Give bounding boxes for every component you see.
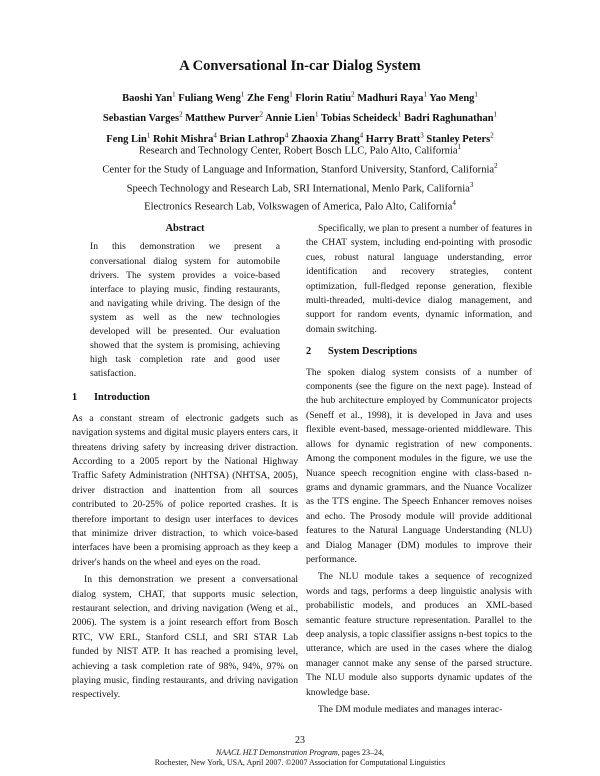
author-line xyxy=(40,107,560,128)
paragraph: Specifically, we plan to present a number of features in the CHAT system, including end-pointing with prosodic cues, robust natural language understanding, error identification and recovery strategies, content optimization, full-fledged reponse generation, flexible multi-threaded, multi-device dialog management, and support for random events, dynamic information, and domain switching. xyxy=(306,223,532,335)
section-title: System Descriptions xyxy=(328,346,417,358)
location: Rochester, New York, USA, April 2007. xyxy=(154,758,284,767)
location-line xyxy=(0,758,600,768)
paragraph: The DM module mediates and manages interac- xyxy=(318,704,503,715)
author-line xyxy=(40,86,560,107)
author: Rohit Mishra$^4$ xyxy=(152,131,217,145)
author: Zhe Feng$^1$ xyxy=(246,90,293,104)
author: Feng Lin$^1$ xyxy=(106,131,151,145)
author: Sebastian Varges$^2$ xyxy=(102,110,183,124)
affiliation: Speech Technology and Research Lab, SRI International, Menlo Park, California$^3$ xyxy=(126,180,474,195)
author: Harry Bratt$^3$ xyxy=(365,131,424,145)
venue-line xyxy=(0,748,600,758)
paragraph: In this demonstration we present a conversational dialog system, CHAT, that supports music selection, restaurant selection, and driving navigation (Weng et al., 2006). The system is a joint research effort from Bosch RTC, VW ERL, Stanford CSLI, and SRI STAR Lab funded by NIST ATP. It has reached a promising level, achieving a task completion rate of 98%, 94%, 97% on playing music, finding restaurants, and driving navigation respectively. xyxy=(72,574,298,701)
author: Fuliang Weng$^1$ xyxy=(178,90,245,104)
author: Tobias Scheideck$^1$ xyxy=(320,110,402,124)
abstract-text: In this demonstration we present a conversational dialog system for automobile drivers. The system provides a voice-based interface to playing music, finding restaurants, and navigating while driving. The design of the system as well as the new technologies developed will be presented. Our evaluation showed that the system is promising, achieving high task completion rate and good user satisfaction. xyxy=(90,241,280,380)
author-block xyxy=(40,86,560,148)
page-number: 23 xyxy=(295,735,305,746)
affiliations xyxy=(40,140,560,215)
author: Matthew Purver$^2$ xyxy=(185,110,264,124)
section-number: 1 xyxy=(72,392,78,404)
author: Baoshi Yan$^1$ xyxy=(122,90,176,104)
affiliation: Research and Technology Center, Robert Bosch LLC, Palo Alto, California$^1$ xyxy=(138,143,462,157)
author: Yao Meng$^1$ xyxy=(429,90,478,104)
venue: NAACL HLT Demonstration Program xyxy=(216,748,338,757)
copyright: ©2007 Association for Computational Linguistics xyxy=(285,758,446,767)
page-range: , pages 23–24, xyxy=(337,748,384,757)
author: Madhuri Raya$^1$ xyxy=(357,90,427,104)
affiliation: Center for the Study of Language and Information, Stanford University, Stanford, California$^2$ xyxy=(102,161,498,176)
affiliation: Electronics Research Lab, Volkswagen of America, Palo Alto, California$^4$ xyxy=(144,199,456,214)
section-heading-introduction xyxy=(72,391,298,405)
paragraph: As a constant stream of electronic gadgets such as navigation systems and digital music players enters cars, it threatens driving safety by increasing driver distraction. According to a 2005 report by the National Highway Traffic Safety Administration (NHTSA) (NHTSA, 2005), driver distraction and inattention from all sources contributed to 20-25% of police reported crashes. It is therefore important to design user interfaces to devices that minimize driver distraction, to which voice-based interfaces have been a promising approach as they keep a driver's hands on the wheel and eyes on the road. xyxy=(72,412,298,568)
left-column xyxy=(72,222,298,706)
right-column xyxy=(306,222,532,720)
paper-title: A Conversational In-car Dialog System xyxy=(179,58,421,74)
paragraph: The spoken dialog system consists of a number of components (see the figure on the next page). Instead of the hub architecture employed by Communicator projects (Seneff et al., 1998), it is developed in Java and uses flexible event-based, message-oriented middleware. This allows for dynamic registration of new components. Among the component modules in the figure, we use the Nuance speech recognition engine with class-based n-grams and dynamic grammars, and the Nuance Vocalizer as the TTS engine. The Speech Enhancer removes noises and echo. The Prosody module will provide additional features to the Natural Language Understanding (NLU) and Dialog Manager (DM) modules to improve their performance. xyxy=(306,366,532,565)
author: Brian Lathrop$^4$ xyxy=(219,131,289,145)
author: Badri Raghunathan$^1$ xyxy=(403,110,498,124)
section-number: 2 xyxy=(306,346,312,358)
author: Stanley Peters$^2$ xyxy=(426,131,494,145)
author: Zhaoxia Zhang$^4$ xyxy=(291,131,364,145)
section-title: Introduction xyxy=(94,392,150,404)
section-heading-system-descriptions xyxy=(306,345,532,359)
author: Florin Ratiu$^2$ xyxy=(295,90,355,104)
abstract-heading: Abstract xyxy=(165,223,205,234)
paragraph: The NLU module takes a sequence of recognized words and tags, performs a deep linguistic analysis with probabilistic models, and produces an XML-based semantic feature structure representation. Parallel to the deep analysis, a topic classifier assigns n-best topics to the utterance, which are used in the cases where the dialog manager cannot make any sense of the parsed structure. The NLU module also supports dynamic updates of the knowledge base. xyxy=(306,571,532,698)
author: Annie Lien$^1$ xyxy=(265,110,319,124)
page-footer xyxy=(0,736,600,768)
